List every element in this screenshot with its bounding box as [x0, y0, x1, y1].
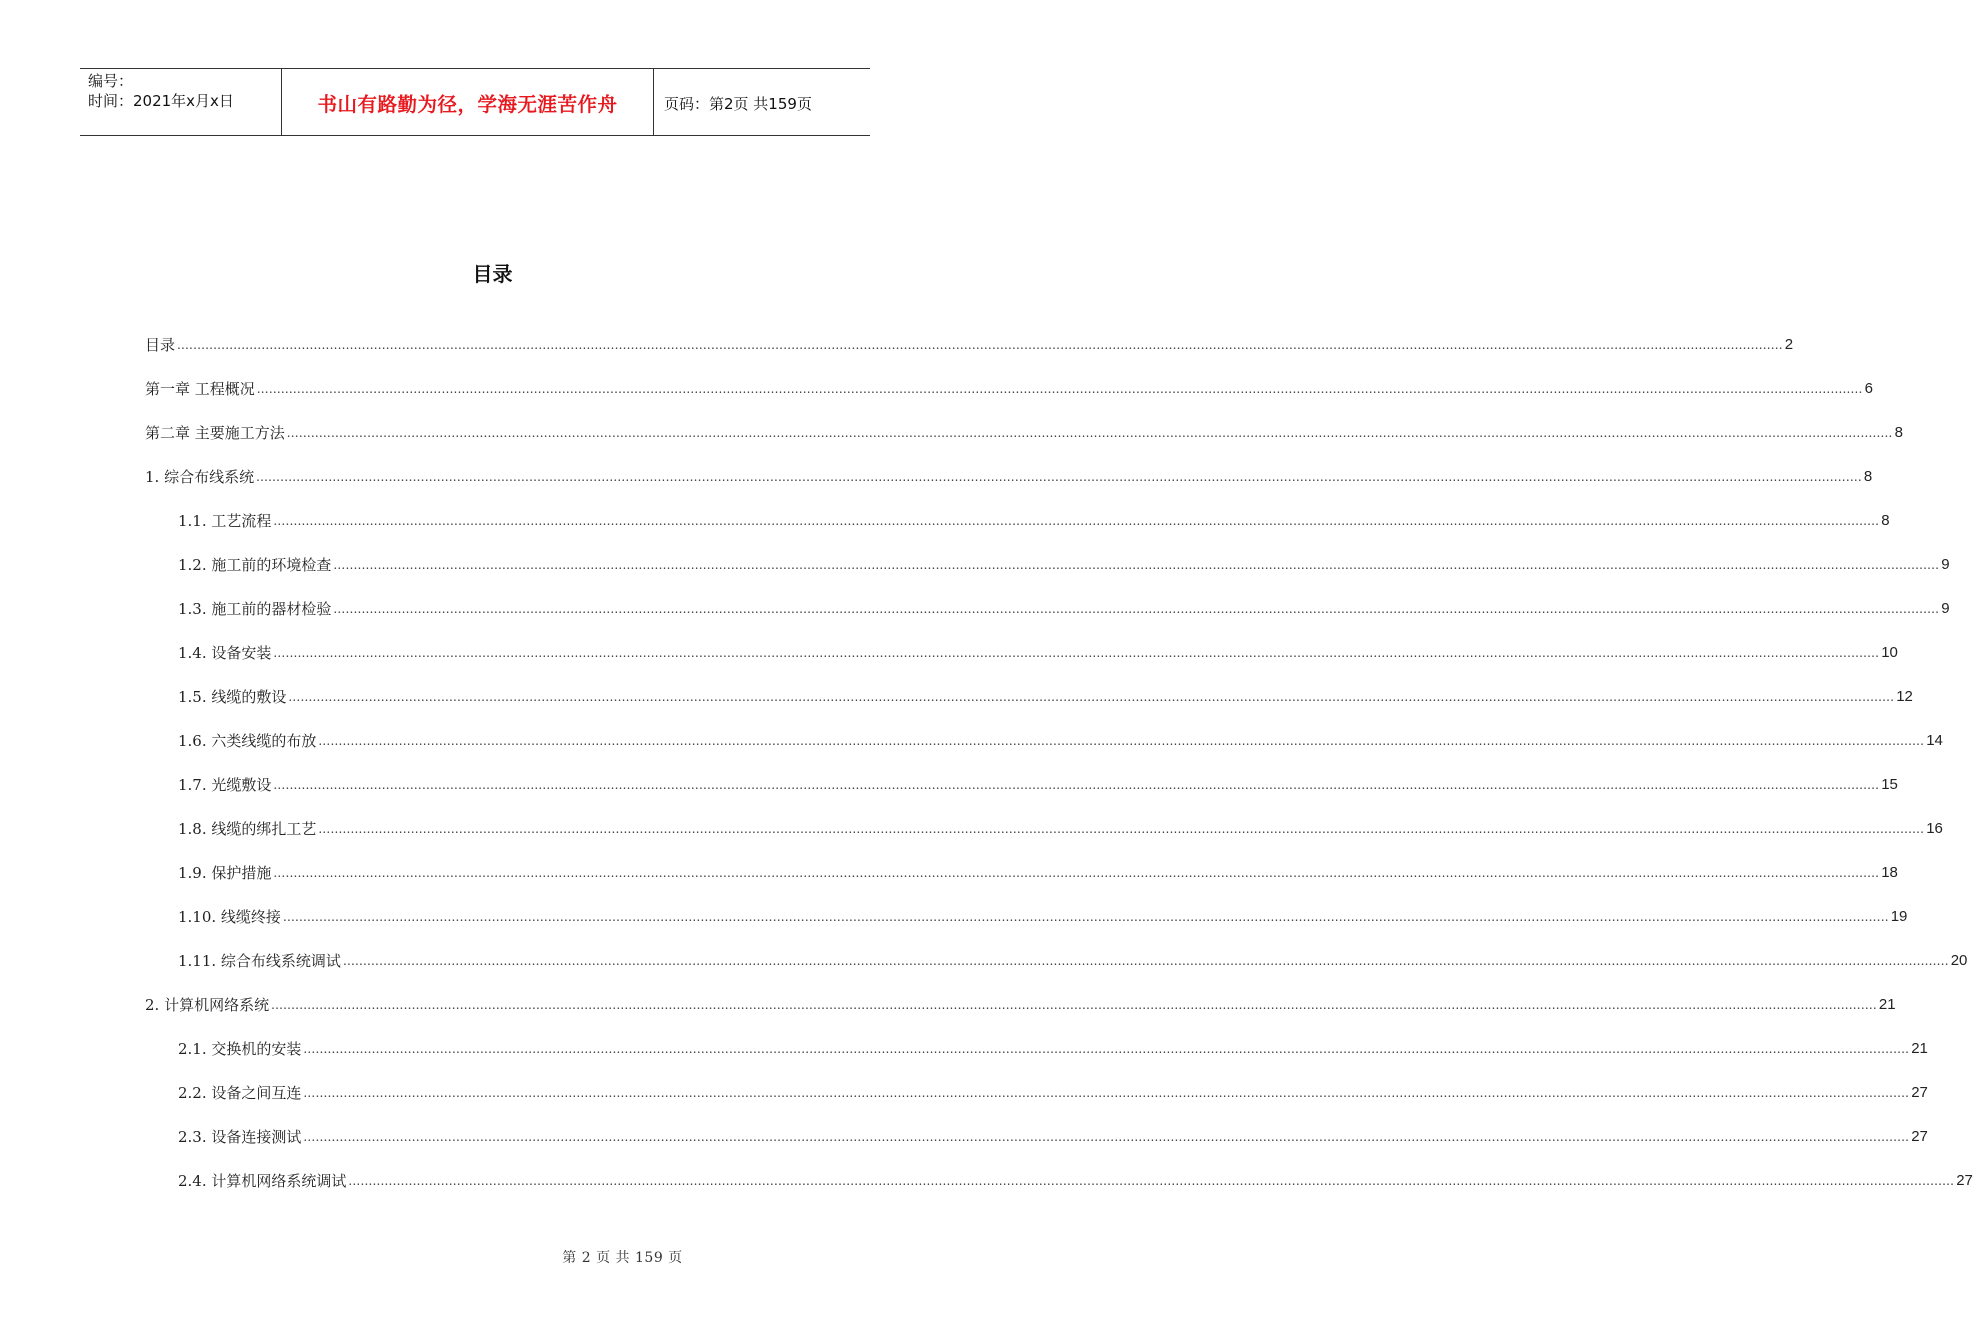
- toc-entry-page: 6: [1864, 380, 1873, 397]
- page-footer: 第 2 页 共 159 页: [562, 1250, 683, 1266]
- number-label: 编号：: [88, 72, 134, 90]
- toc-entry-title: 目录: [145, 336, 176, 354]
- toc-entry[interactable]: [178, 1037, 1928, 1059]
- toc-leader-dots: ................................................................................................................................................................................................................................................................................................................................................................................................................: [333, 602, 1940, 616]
- toc-entry-page: 21: [1878, 996, 1896, 1013]
- toc-entry[interactable]: [178, 1169, 1973, 1191]
- toc-leader-dots: ................................................................................................................................................................................................................................................................................................................................................................................................................: [177, 338, 1783, 352]
- time-label: 时间：2021年x月x日: [88, 92, 234, 110]
- toc-entry[interactable]: [178, 773, 1898, 795]
- toc-entry-page: 15: [1881, 776, 1898, 793]
- toc-entry[interactable]: [178, 553, 1950, 575]
- toc-entry-title: 1.9. 保护措施: [178, 864, 272, 882]
- toc-entry[interactable]: [178, 641, 1898, 663]
- toc-entry-title: 2.4. 计算机网络系统调试: [178, 1172, 347, 1190]
- toc-entry[interactable]: [178, 1125, 1928, 1147]
- toc-entry-title: 2.3. 设备连接测试: [178, 1128, 302, 1146]
- toc-leader-dots: ................................................................................................................................................................................................................................................................................................................................................................................................................: [303, 1086, 1910, 1100]
- toc-entry-page: 2: [1784, 336, 1794, 353]
- toc-entry-title: 1.4. 设备安装: [178, 644, 272, 662]
- toc-leader-dots: ................................................................................................................................................................................................................................................................................................................................................................................................................: [303, 1130, 1910, 1144]
- toc-entry[interactable]: [178, 685, 1913, 707]
- toc-entry-title: 1. 综合布线系统: [145, 468, 255, 486]
- toc-leader-dots: ................................................................................................................................................................................................................................................................................................................................................................................................................: [303, 1042, 1910, 1056]
- toc-entry[interactable]: [145, 993, 1896, 1015]
- toc-entry-title: 1.10. 线缆终接: [178, 908, 281, 926]
- toc-entry-title: 1.11. 综合布线系统调试: [178, 952, 341, 970]
- toc-entry-title: 1.5. 线缆的敷设: [178, 688, 287, 706]
- toc-leader-dots: ................................................................................................................................................................................................................................................................................................................................................................................................................: [286, 426, 1893, 440]
- toc-entry-title: 第二章 主要施工方法: [145, 424, 285, 442]
- toc-leader-dots: ................................................................................................................................................................................................................................................................................................................................................................................................................: [282, 910, 1889, 924]
- toc-entry[interactable]: [178, 861, 1898, 883]
- toc-leader-dots: ................................................................................................................................................................................................................................................................................................................................................................................................................: [273, 866, 1880, 880]
- page-title: 目录: [472, 262, 513, 286]
- toc-leader-dots: ................................................................................................................................................................................................................................................................................................................................................................................................................: [333, 558, 1940, 572]
- toc-entry-page: 16: [1926, 820, 1943, 837]
- toc-entry-page: 8: [1881, 512, 1890, 529]
- toc-entry[interactable]: [178, 949, 1968, 971]
- toc-entry-page: 27: [1911, 1128, 1928, 1145]
- toc-entry[interactable]: [145, 465, 1873, 487]
- toc-leader-dots: ................................................................................................................................................................................................................................................................................................................................................................................................................: [256, 382, 1863, 396]
- toc-leader-dots: ................................................................................................................................................................................................................................................................................................................................................................................................................: [348, 1174, 1955, 1188]
- toc-entry-title: 1.6. 六类线缆的布放: [178, 732, 317, 750]
- toc-entry-page: 21: [1911, 1040, 1928, 1057]
- toc-entry[interactable]: [178, 905, 1908, 927]
- toc-entry[interactable]: [145, 377, 1873, 399]
- toc-entry-title: 1.7. 光缆敷设: [178, 776, 272, 794]
- toc-entry-page: 12: [1896, 688, 1913, 705]
- toc-entry[interactable]: [145, 421, 1903, 443]
- toc-entry-page: 10: [1881, 644, 1898, 661]
- toc-entry[interactable]: [178, 817, 1943, 839]
- toc-entry-page: 27: [1911, 1084, 1928, 1101]
- toc-leader-dots: ................................................................................................................................................................................................................................................................................................................................................................................................................: [273, 778, 1880, 792]
- toc-entry[interactable]: [178, 1081, 1928, 1103]
- toc-entry-title: 2. 计算机网络系统: [145, 996, 270, 1014]
- toc-entry[interactable]: [145, 333, 1794, 355]
- toc-entry-page: 20: [1950, 952, 1968, 969]
- toc-entry[interactable]: [178, 597, 1950, 619]
- toc-entry-page: 27: [1956, 1172, 1973, 1189]
- toc-entry-title: 2.1. 交换机的安装: [178, 1040, 302, 1058]
- toc-entry-title: 1.1. 工艺流程: [178, 512, 272, 530]
- toc-entry[interactable]: [178, 729, 1943, 751]
- toc-entry[interactable]: [178, 509, 1890, 531]
- toc-entry-title: 1.3. 施工前的器材检验: [178, 600, 332, 618]
- toc-leader-dots: ................................................................................................................................................................................................................................................................................................................................................................................................................: [318, 734, 1925, 748]
- toc-leader-dots: ................................................................................................................................................................................................................................................................................................................................................................................................................: [318, 822, 1925, 836]
- header-motto: 书山有路勤为径，学海无涯苦作舟: [317, 93, 618, 116]
- toc-entry-page: 19: [1890, 908, 1908, 925]
- toc-entry-page: 8: [1863, 468, 1873, 485]
- toc-entry-title: 第一章 工程概况: [145, 380, 255, 398]
- toc-entry-title: 2.2. 设备之间互连: [178, 1084, 302, 1102]
- toc-leader-dots: ................................................................................................................................................................................................................................................................................................................................................................................................................: [273, 514, 1880, 528]
- toc-entry-title: 1.2. 施工前的环境检查: [178, 556, 332, 574]
- toc-entry-page: 14: [1926, 732, 1943, 749]
- toc-leader-dots: ................................................................................................................................................................................................................................................................................................................................................................................................................: [342, 954, 1949, 968]
- toc-entry-page: 9: [1941, 600, 1950, 617]
- toc-entry-page: 9: [1941, 556, 1950, 573]
- toc-leader-dots: ................................................................................................................................................................................................................................................................................................................................................................................................................: [256, 470, 1862, 484]
- toc-leader-dots: ................................................................................................................................................................................................................................................................................................................................................................................................................: [271, 998, 1877, 1012]
- toc-leader-dots: ................................................................................................................................................................................................................................................................................................................................................................................................................: [273, 646, 1880, 660]
- toc-entry-page: 18: [1881, 864, 1898, 881]
- header-page-info: 页码：第2页 共159页: [664, 95, 812, 113]
- toc-entry-title: 1.8. 线缆的绑扎工艺: [178, 820, 317, 838]
- toc-entry-page: 8: [1894, 424, 1903, 441]
- toc-leader-dots: ................................................................................................................................................................................................................................................................................................................................................................................................................: [288, 690, 1895, 704]
